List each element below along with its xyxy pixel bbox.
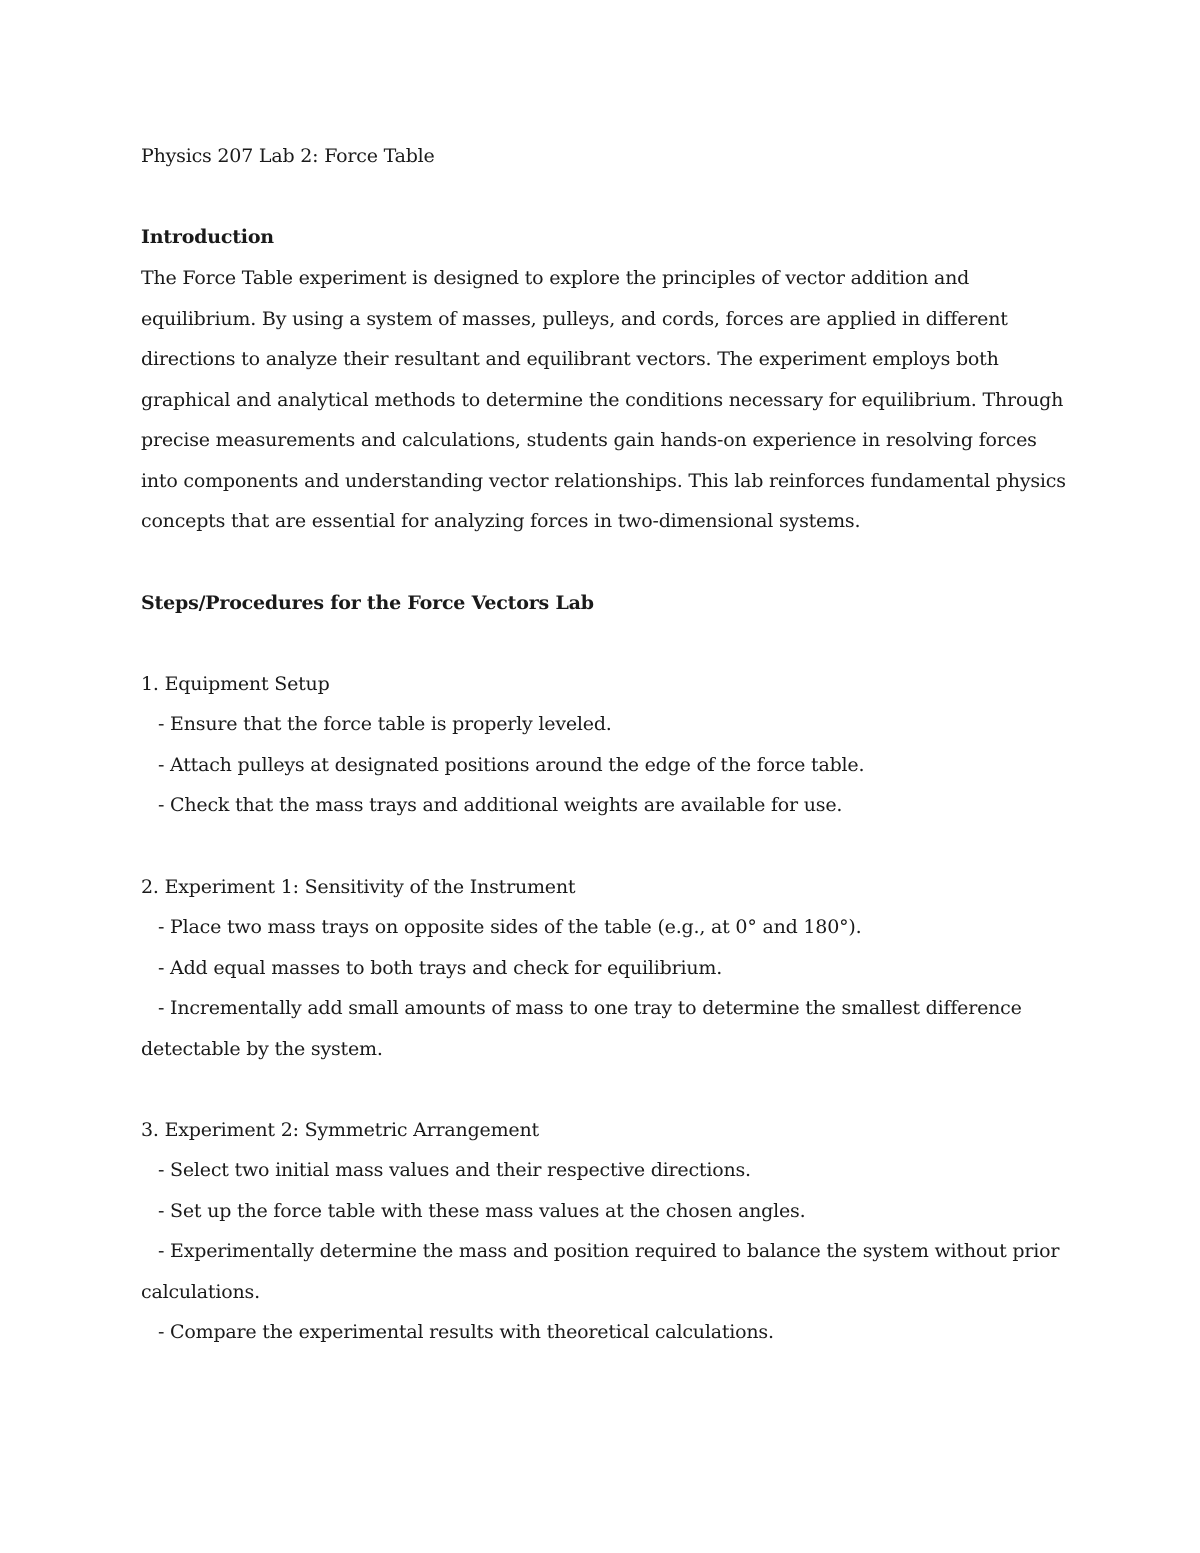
step-item: - Set up the force table with these mass values at the chosen angles.	[158, 1200, 806, 1222]
step-title: 1. Equipment Setup	[141, 673, 330, 695]
intro-paragraph-line: directions to analyze their resultant and equilibrant vectors. The experiment employs both	[141, 348, 999, 370]
step-item: - Attach pulleys at designated positions around the edge of the force table.	[158, 754, 865, 776]
introduction-heading: Introduction	[141, 226, 274, 248]
intro-paragraph-line: concepts that are essential for analyzing forces in two-dimensional systems.	[141, 510, 861, 532]
intro-paragraph-line: equilibrium. By using a system of masses, pulleys, and cords, forces are applied in different	[141, 308, 1008, 330]
document-title: Physics 207 Lab 2: Force Table	[141, 145, 435, 167]
step-item-continuation: detectable by the system.	[141, 1038, 383, 1060]
step-item: - Compare the experimental results with theoretical calculations.	[158, 1321, 774, 1343]
step-item: - Incrementally add small amounts of mass to one tray to determine the smallest difference	[158, 997, 1022, 1019]
intro-paragraph-line: The Force Table experiment is designed to explore the principles of vector addition and	[141, 267, 970, 289]
step-title: 2. Experiment 1: Sensitivity of the Instrument	[141, 876, 576, 898]
step-item: - Check that the mass trays and additional weights are available for use.	[158, 794, 843, 816]
procedures-heading: Steps/Procedures for the Force Vectors Lab	[141, 592, 594, 614]
step-item: - Add equal masses to both trays and check for equilibrium.	[158, 957, 723, 979]
intro-paragraph-line: graphical and analytical methods to determine the conditions necessary for equilibrium. Through	[141, 389, 1064, 411]
step-title: 3. Experiment 2: Symmetric Arrangement	[141, 1119, 539, 1141]
step-item-continuation: calculations.	[141, 1281, 260, 1303]
step-item: - Place two mass trays on opposite sides of the table (e.g., at 0° and 180°).	[158, 916, 862, 938]
step-item: - Select two initial mass values and their respective directions.	[158, 1159, 751, 1181]
intro-paragraph-line: into components and understanding vector relationships. This lab reinforces fundamental physics	[141, 470, 1066, 492]
step-item: - Ensure that the force table is properly leveled.	[158, 713, 612, 735]
step-item: - Experimentally determine the mass and position required to balance the system without prior	[158, 1240, 1060, 1262]
intro-paragraph-line: precise measurements and calculations, students gain hands-on experience in resolving forces	[141, 429, 1037, 451]
